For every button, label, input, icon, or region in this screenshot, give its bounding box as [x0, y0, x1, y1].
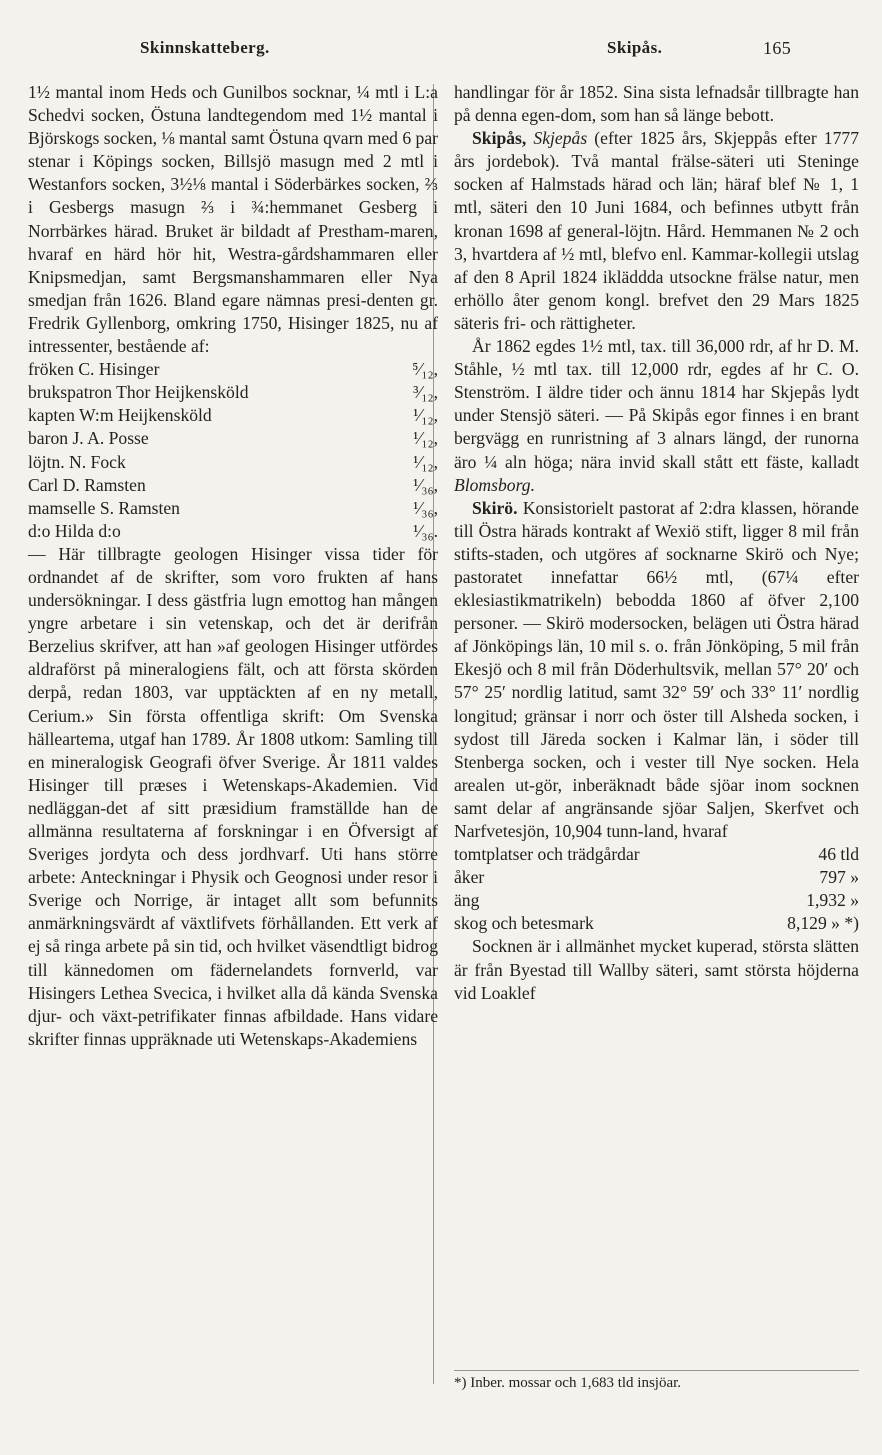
paragraph-skipas-1862: [454, 335, 859, 497]
owner-share: ¹⁄₃₆,: [413, 497, 438, 518]
owner-name: löjtn. N. Fock: [28, 451, 126, 472]
area-name: skog och betesmark: [454, 913, 594, 934]
owner-share: ¹⁄₃₆.: [413, 520, 438, 541]
entry-skipas: [454, 127, 859, 335]
area-row: [454, 912, 859, 935]
entry-body-skipas: (efter 1825 års, Skjeppås efter 1777 års jordebok). Två mantal frälse-säteri uti Steninge socken af Halmstads härad och län; häraf blef № 1, 1 mtl, säteri den 10 Juni 1684, och befinnes utbytt från kronan 1698 af general-löjtn. Hård. Hemmanen № 2 och 3, hvartdera af ½ mtl, blefvo enl. Kammar-kollegii utslag af den 8 April 1824 ikläddda utsockne frälse natur, men erhöllo åter genom kongl. brefvet den 29 Mars 1825 säteris fri- och rättigheter.: [454, 128, 859, 333]
area-row: [454, 889, 859, 912]
entry-body-skiro: Konsistorielt pastorat af 2:dra klassen, hörande till Östra härads kontrakt af Wexiö stift, ligger 8 mil från stifts-staden, och utgöres af socknarne Skirö och Nye; pastoratet innefattar 66½ mtl, (67¼ efter eklesiastikmatrikeln) bebodda 1860 af öfver 2,100 personer. — Skirö modersocken, belägen uti Östra härad af Jönköpings län, 10 mil s. o. från Jönköping, 5 mil från Ekesjö och 8 mil från Döderhultsvik, mellan 57° 20′ och 57° 25′ nordlig latitud, samt 32° 59′ och 33° 11′ nordlig longitud; gränsar i norr och öster till Alsheda socken, i sydost till Järeda socken i Kalmar län, i söder till Stenberga socken, och i vester till Nye socken. Hela arealen ut-gör, inberäknadt både sjöar inom socknen samt delar af angränsande sjöar Saljen, Skerfvet och Narfvetesjön, 10,904 tunn-land, hvaraf: [454, 497, 859, 841]
owner-name: d:o Hilda d:o: [28, 520, 121, 541]
owner-share: ¹⁄₁₂,: [413, 405, 438, 426]
running-header-right: Skipås.: [607, 38, 663, 57]
page-number: 165: [763, 38, 792, 58]
entry-variant-name: Skjepås: [533, 128, 588, 149]
owner-share: ¹⁄₃₆,: [413, 474, 438, 495]
area-value: 46 tld: [818, 844, 859, 865]
area-value: 8,129 » *): [787, 913, 859, 934]
owner-share: ¹⁄₁₂,: [413, 451, 438, 472]
paragraph-skinnskatteberg-estates: 1½ mantal inom Heds och Gunilbos socknar, ¼ mtl i L:a Schedvi socken, Östuna landtegendom med 1½ mantal i Björskogs socken, ⅛ mantal samt Östuna qvarn med 6 par stenar i Köpings socken, Billsjö masugn med 2 mtl i Westanfors socken, 3½⅛ mantal i Söderbärkes socken, ⅔ i Gesbergs masugn ⅔ i ¾:hemmanet Gesberg i Norrbärkes härad. Bruket är bildadt af Prestham-maren, hvaraf en härd hör hit, Westra-gårdshammaren eller Knipsmedjan, samt Bergsmanshammaren eller Nya smedjan från 1626. Bland egare nämnas presi-denten gr. Fredrik Gyllenborg, omkring 1750, Hisinger 1825, nu af intressenter, bestående af:: [28, 82, 438, 357]
footnote: *) Inber. mossar och 1,683 tld insjöar.: [454, 1370, 859, 1392]
running-header-left: Skinnskatteberg.: [140, 38, 270, 57]
owner-name: mamselle S. Ramsten: [28, 497, 180, 518]
owner-share: ¹⁄₁₂,: [413, 428, 438, 449]
left-column: [28, 81, 438, 1051]
area-name: åker: [454, 867, 485, 888]
owner-share: ³⁄₁₂,: [413, 382, 438, 403]
owner-name: Carl D. Ramsten: [28, 474, 146, 495]
area-list: [454, 843, 859, 935]
owner-row: [28, 381, 438, 404]
owner-name: brukspatron Thor Heijkensköld: [28, 382, 249, 403]
paragraph-terrain: Socknen är i allmänhet mycket kuperad, största slätten är från Byestad till Wallby säteri, samt största höjderna vid Loaklef: [454, 936, 859, 1003]
paragraph-continuation: handlingar för år 1852. Sina sista lefnadsår tillbragte han på denna egen-dom, som han så länge bebott.: [454, 82, 859, 126]
area-name: äng: [454, 890, 480, 911]
owner-row: [28, 520, 438, 543]
owner-row: [28, 427, 438, 450]
right-column: [454, 81, 859, 1005]
paragraph-skipas-text: År 1862 egdes 1½ mtl, tax. till 36,000 rdr, af hr D. M. Ståhle, ½ mtl tax. till 12,000 rdr, egdes af hr C. O. Stenström. I äldre tider och ännu 1814 har Skjepås lydt under Stensjö säteri. — På Skipås egor finnes i en brant bergvägg en runristning af 3 alnars längd, der runorna äro ¼ aln höga; nära invid skall stått ett fäste, kalladt: [454, 336, 859, 472]
owner-row: [28, 404, 438, 427]
place-name-blomsborg: Blomsborg.: [454, 474, 535, 495]
paragraph-hisinger: — Här tillbragte geologen Hisinger vissa tider för ordnandet af de skrifter, som voro frukten af hans undersökningar. I dess gästfria lugn emottog han mången yngre arbetare i sin vetenskap, och det är derifrån Berzelius skrifver, att han »af geologen Hisinger utfördes aldraförst på mineralogiens fält, och att första skörden derpå, redan 1803, var upptäckten af en ny metall, Cerium.» Sin första offentliga skrift: Om Svenska hälleartema, utgaf han 1789. År 1808 utkom: Samling till en mineralogisk Geografi öfver Sverige. År 1811 valdes Hisinger till præses i Wetenskaps-Akademien. Vid nedläggan-det af sitt præsidium framställde han de allmänna resultaterna af forskningar i en Öfversigt af Sveriges jordyta och dess jordhvarf. Uti hans större arbete: Anteckningar i Physik och Geognosi under resor i Sverige och Norrige, är intaget allt som befunnits anmärkningsvärdt af växtlifvets förhållanden. Ett verk af ej så ringa arbete på sin tid, och hvilket väsendtligt bidrog till kännedomen om fädernelandets fornverld, var Hisingers Lethea Svecica, i hvilket alla då kända Svenska djur- och växt-petrifikater finnas afbildade. Hans vidare skrifter finnas uppräknade uti Wetenskaps-Akademiens: [28, 543, 438, 1049]
owner-share: ⁵⁄₁₂,: [412, 359, 438, 380]
owner-name: kapten W:m Heijkensköld: [28, 405, 212, 426]
area-value: 797 »: [819, 867, 859, 888]
owner-name: fröken C. Hisinger: [28, 359, 160, 380]
owner-row: [28, 497, 438, 520]
owner-row: [28, 451, 438, 474]
owner-row: [28, 358, 438, 381]
area-name: tomtplatser och trädgårdar: [454, 844, 640, 865]
owner-name: baron J. A. Posse: [28, 428, 149, 449]
owner-row: [28, 474, 438, 497]
area-row: [454, 866, 859, 889]
entry-heading-skipas: Skipås,: [472, 128, 527, 149]
entry-skiro: [454, 497, 859, 843]
entry-heading-skiro: Skirö.: [472, 497, 518, 518]
owners-list: [28, 358, 438, 543]
area-value: 1,932 »: [806, 890, 859, 911]
area-row: [454, 843, 859, 866]
